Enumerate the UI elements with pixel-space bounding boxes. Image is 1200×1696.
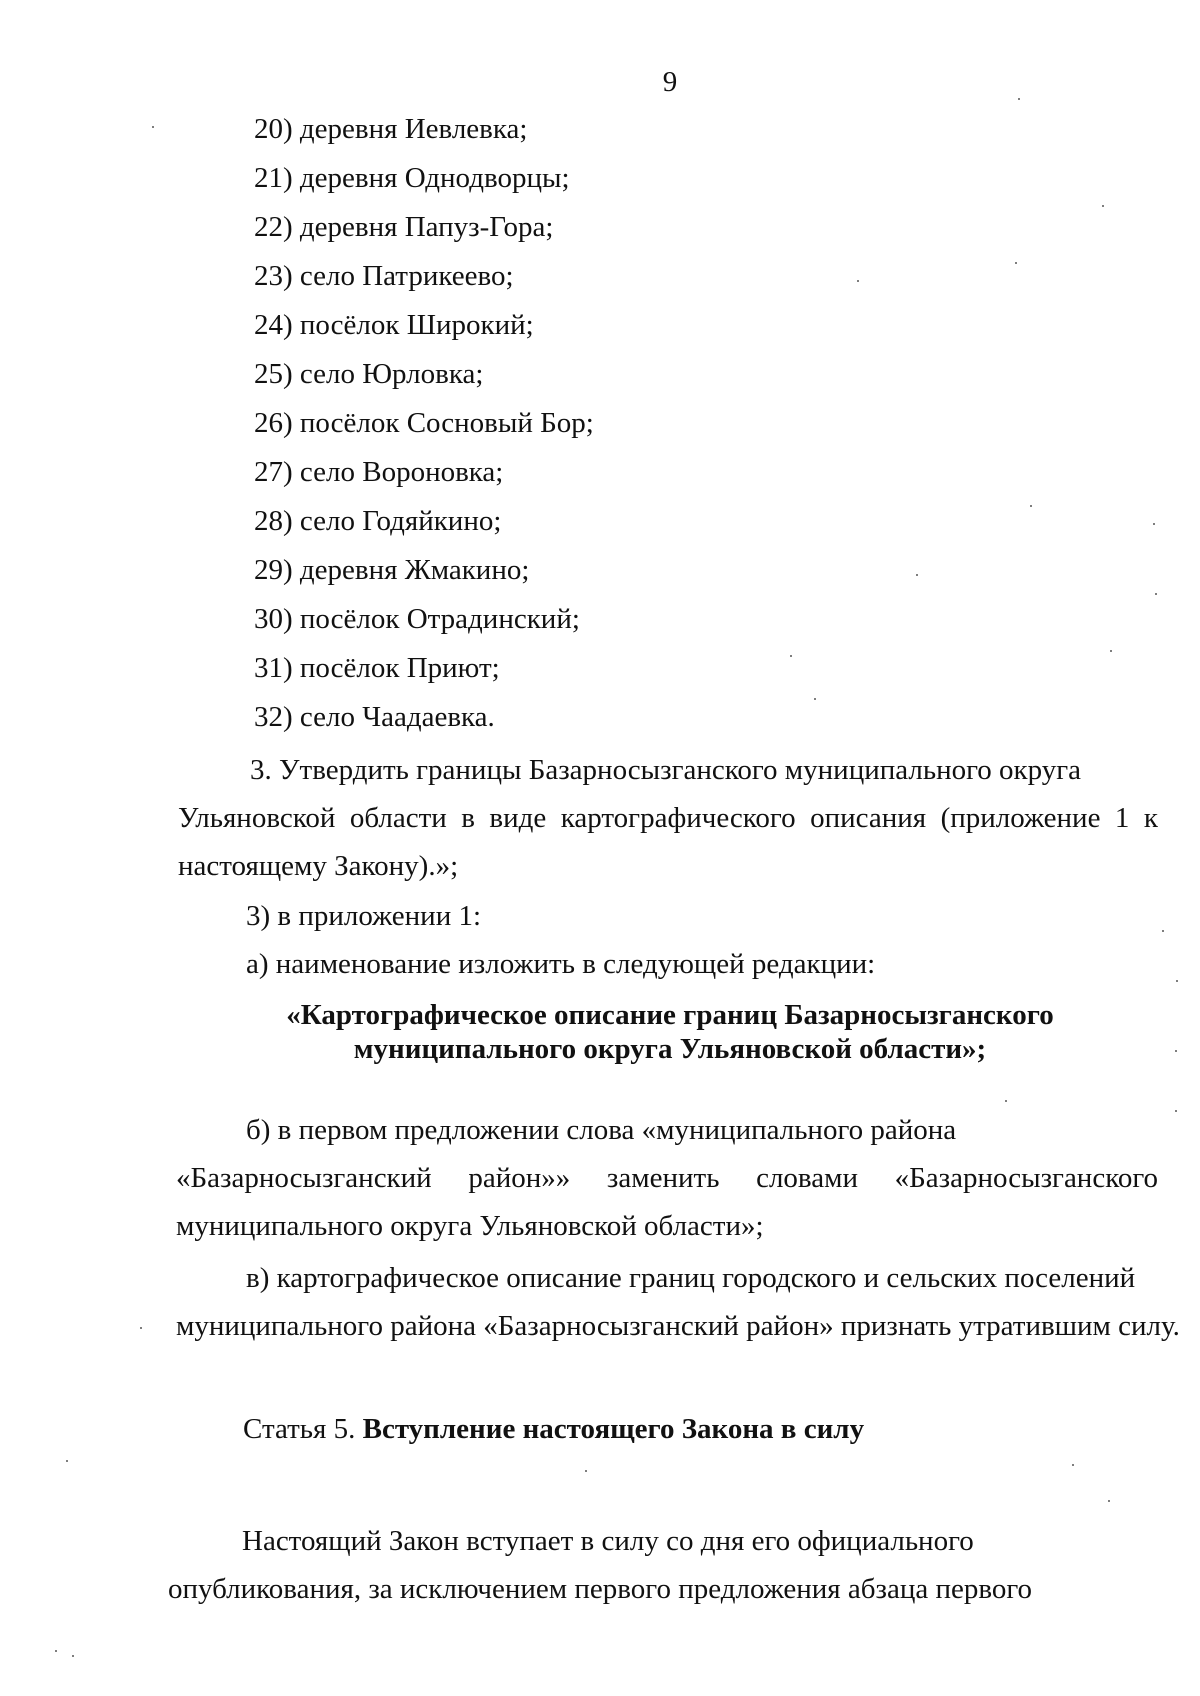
list-item: 32) село Чаадаевка.	[254, 701, 495, 733]
scan-speck	[66, 1460, 68, 1462]
scan-speck	[1110, 650, 1112, 652]
list-item: 26) посёлок Сосновый Бор;	[254, 407, 594, 439]
page-number: 9	[662, 66, 678, 98]
scan-speck	[55, 1650, 57, 1652]
article-heading	[243, 1405, 864, 1453]
paragraph-3-first-line: 3. Утвердить границы Базарносызганского муниципального округа	[250, 754, 1081, 786]
list-item: 29) деревня Жмакино;	[254, 554, 530, 586]
scan-speck	[1015, 262, 1017, 264]
list-item: 30) посёлок Отрадинский;	[254, 603, 580, 635]
list-item: 20) деревня Иевлевка;	[254, 113, 528, 145]
final-paragraph-second-line: опубликования, за исключением первого предложения абзаца первого	[168, 1573, 1033, 1605]
scan-speck	[814, 698, 816, 700]
section-heading-line-1: «Картографическое описание границ Базарносызганского	[286, 999, 1054, 1031]
list-item: 28) село Годяйкино;	[254, 505, 502, 537]
scan-speck	[72, 1655, 74, 1657]
settlement-list	[254, 105, 594, 742]
list-item: 31) посёлок Приют;	[254, 652, 500, 684]
scan-speck	[1175, 1050, 1177, 1052]
list-item: 23) село Патрикеево;	[254, 260, 514, 292]
scan-speck	[585, 1470, 587, 1472]
scan-speck	[152, 126, 154, 128]
paragraph-a: а) наименование изложить в следующей редакции:	[246, 948, 876, 980]
scan-speck	[140, 1327, 142, 1329]
scan-speck	[1018, 98, 1020, 100]
scan-speck	[1176, 980, 1178, 982]
scan-speck	[1108, 1500, 1110, 1502]
article-title: Вступление настоящего Закона в силу	[362, 1413, 865, 1445]
scan-speck	[857, 280, 859, 282]
paragraph-3-continuation: Ульяновской области в виде картографического описания (приложение 1 к настоящему Закону).»;	[178, 802, 1158, 882]
paragraph-v-first-line: в) картографическое описание границ городского и сельских поселений	[246, 1262, 1136, 1294]
list-item: 22) деревня Папуз-Гора;	[254, 211, 554, 243]
scan-speck	[1162, 930, 1164, 932]
scan-speck	[1072, 1464, 1074, 1466]
scan-speck	[1102, 205, 1104, 207]
scan-speck	[1155, 593, 1157, 595]
paragraph-appendix: 3) в приложении 1:	[246, 900, 482, 932]
scan-speck	[916, 574, 918, 576]
list-item: 27) село Вороновка;	[254, 456, 504, 488]
scan-speck	[790, 655, 792, 657]
section-heading-line-2: муниципального округа Ульяновской области»;	[353, 1033, 987, 1065]
paragraph-b-first-line: б) в первом предложении слова «муниципального района	[246, 1114, 957, 1146]
final-paragraph-first-line: Настоящий Закон вступает в силу со дня его официального	[242, 1525, 974, 1557]
list-item: 21) деревня Однодворцы;	[254, 162, 570, 194]
scan-speck	[1153, 523, 1155, 525]
list-item: 25) село Юрловка;	[254, 358, 484, 390]
scan-speck	[1005, 1100, 1007, 1102]
article-prefix: Статья 5.	[243, 1413, 363, 1445]
scan-speck	[1175, 1110, 1177, 1112]
list-item: 24) посёлок Широкий;	[254, 309, 534, 341]
paragraph-b-continuation: «Базарносызганский район»» заменить словами «Базарносызганского муниципального округа Ульяновской области»;	[176, 1162, 1158, 1242]
paragraph-v-continuation: муниципального района «Базарносызганский район» признать утратившим силу.	[176, 1310, 1180, 1342]
scan-speck	[1030, 505, 1032, 507]
